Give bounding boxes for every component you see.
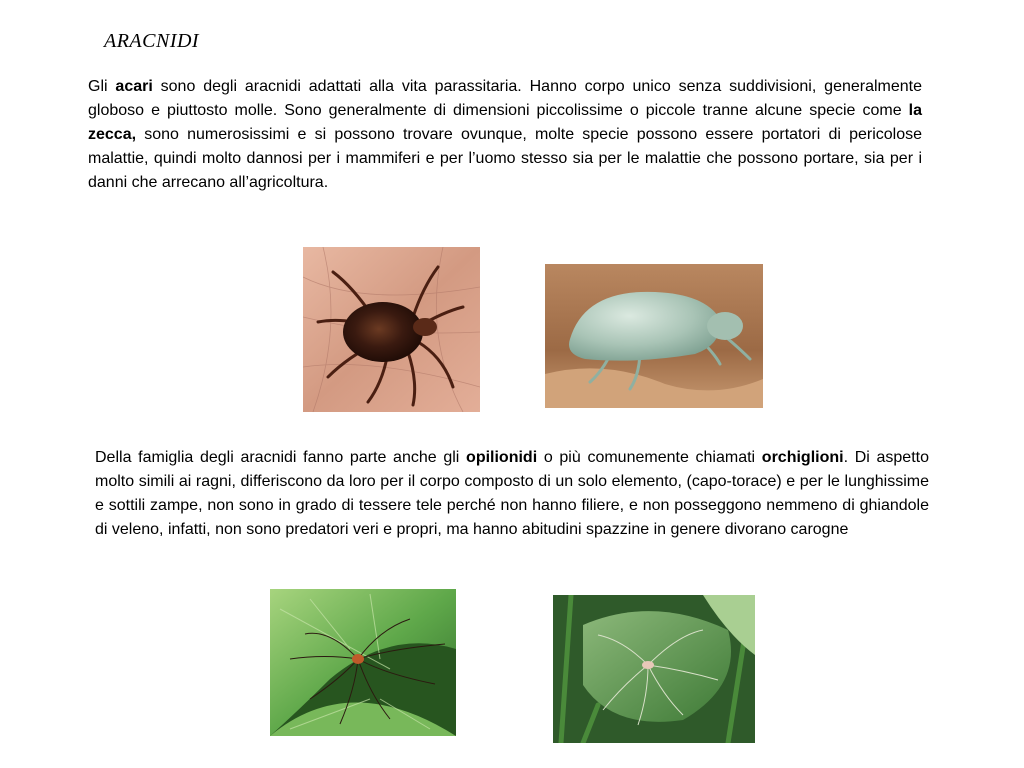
harvestman-on-grass-photo (553, 595, 755, 743)
text-run: sono degli aracnidi adattati alla vita parassitaria. Hanno corpo unico senza suddivisioni, generalmente globoso e piuttosto molle. Sono generalmente di dimensioni piccolissime o piccole tranne alcune specie come (88, 78, 923, 119)
acari-paragraph (88, 75, 922, 195)
text-run: sono numerosissimi e si possono trovare ovunque, molte specie possono essere portatori di pericolose malattie, quindi molto dannosi per i mammiferi e per l’uomo stesso sia per le malattie che possono portare, sia per i danni che arrecano all’agricoltura. (88, 126, 922, 191)
bold-term-opilionidi: opilionidi (466, 449, 538, 466)
text-run: Della famiglia degli aracnidi fanno parte anche gli (95, 449, 467, 466)
opilionidi-paragraph (95, 446, 929, 542)
bold-term-orchiglioni: orchiglioni (761, 449, 844, 466)
text-run: o più comunemente chiamati (537, 449, 762, 466)
text-run: Gli (88, 78, 116, 95)
mite-photo (545, 264, 763, 408)
page-title: ARACNIDI (104, 30, 200, 52)
text-run: . Di aspetto molto simili ai ragni, differiscono da loro per il corpo composto di un solo elemento, (capo-torace) e per le lunghissime e sottili zampe, non sono in grado di tessere tele perché non hanno filiere, e non posseggono nemmeno di ghiandole di veleno, infatti, non sono predatori veri e propri, ma hanno abitudini spazzine in genere divorano carogne (95, 449, 929, 538)
tick-photo (303, 247, 480, 412)
harvestman-on-leaf-photo (270, 589, 456, 736)
bold-term-acari: acari (115, 78, 153, 95)
bold-term-zecca: la zecca, (88, 102, 922, 143)
